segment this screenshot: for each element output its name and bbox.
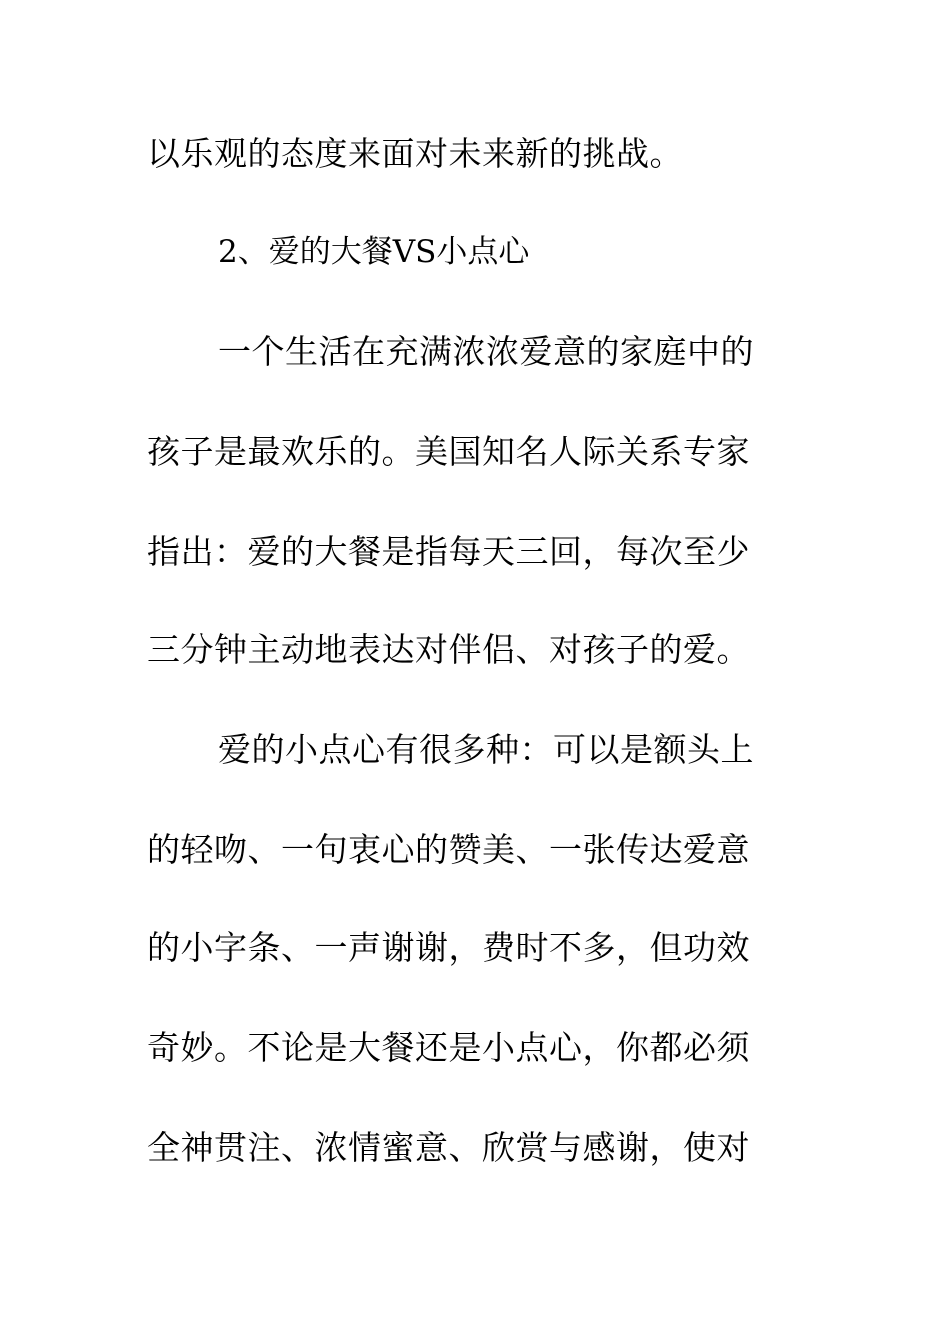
paragraph-line: 以乐观的态度来面对未来新的挑战。 xyxy=(147,134,683,173)
paragraph-line: 的小字条、一声谢谢，费时不多，但功效 xyxy=(147,928,750,967)
paragraph-line: 一个生活在充满浓浓爱意的家庭中的 xyxy=(218,332,754,371)
paragraph-line: 指出：爱的大餐是指每天三回，每次至少 xyxy=(147,532,750,571)
paragraph-line: 爱的小点心有很多种：可以是额头上 xyxy=(218,730,754,769)
paragraph-line: 奇妙。不论是大餐还是小点心，你都必须 xyxy=(147,1028,750,1067)
section-heading: 2、爱的大餐VS小点心 xyxy=(218,234,530,270)
paragraph-line: 孩子是最欢乐的。美国知名人际关系专家 xyxy=(147,432,750,471)
paragraph-line: 的轻吻、一句衷心的赞美、一张传达爱意 xyxy=(147,830,750,869)
paragraph-line: 全神贯注、浓情蜜意、欣赏与感谢，使对 xyxy=(147,1128,750,1167)
paragraph-line: 三分钟主动地表达对伴侣、对孩子的爱。 xyxy=(147,630,750,669)
